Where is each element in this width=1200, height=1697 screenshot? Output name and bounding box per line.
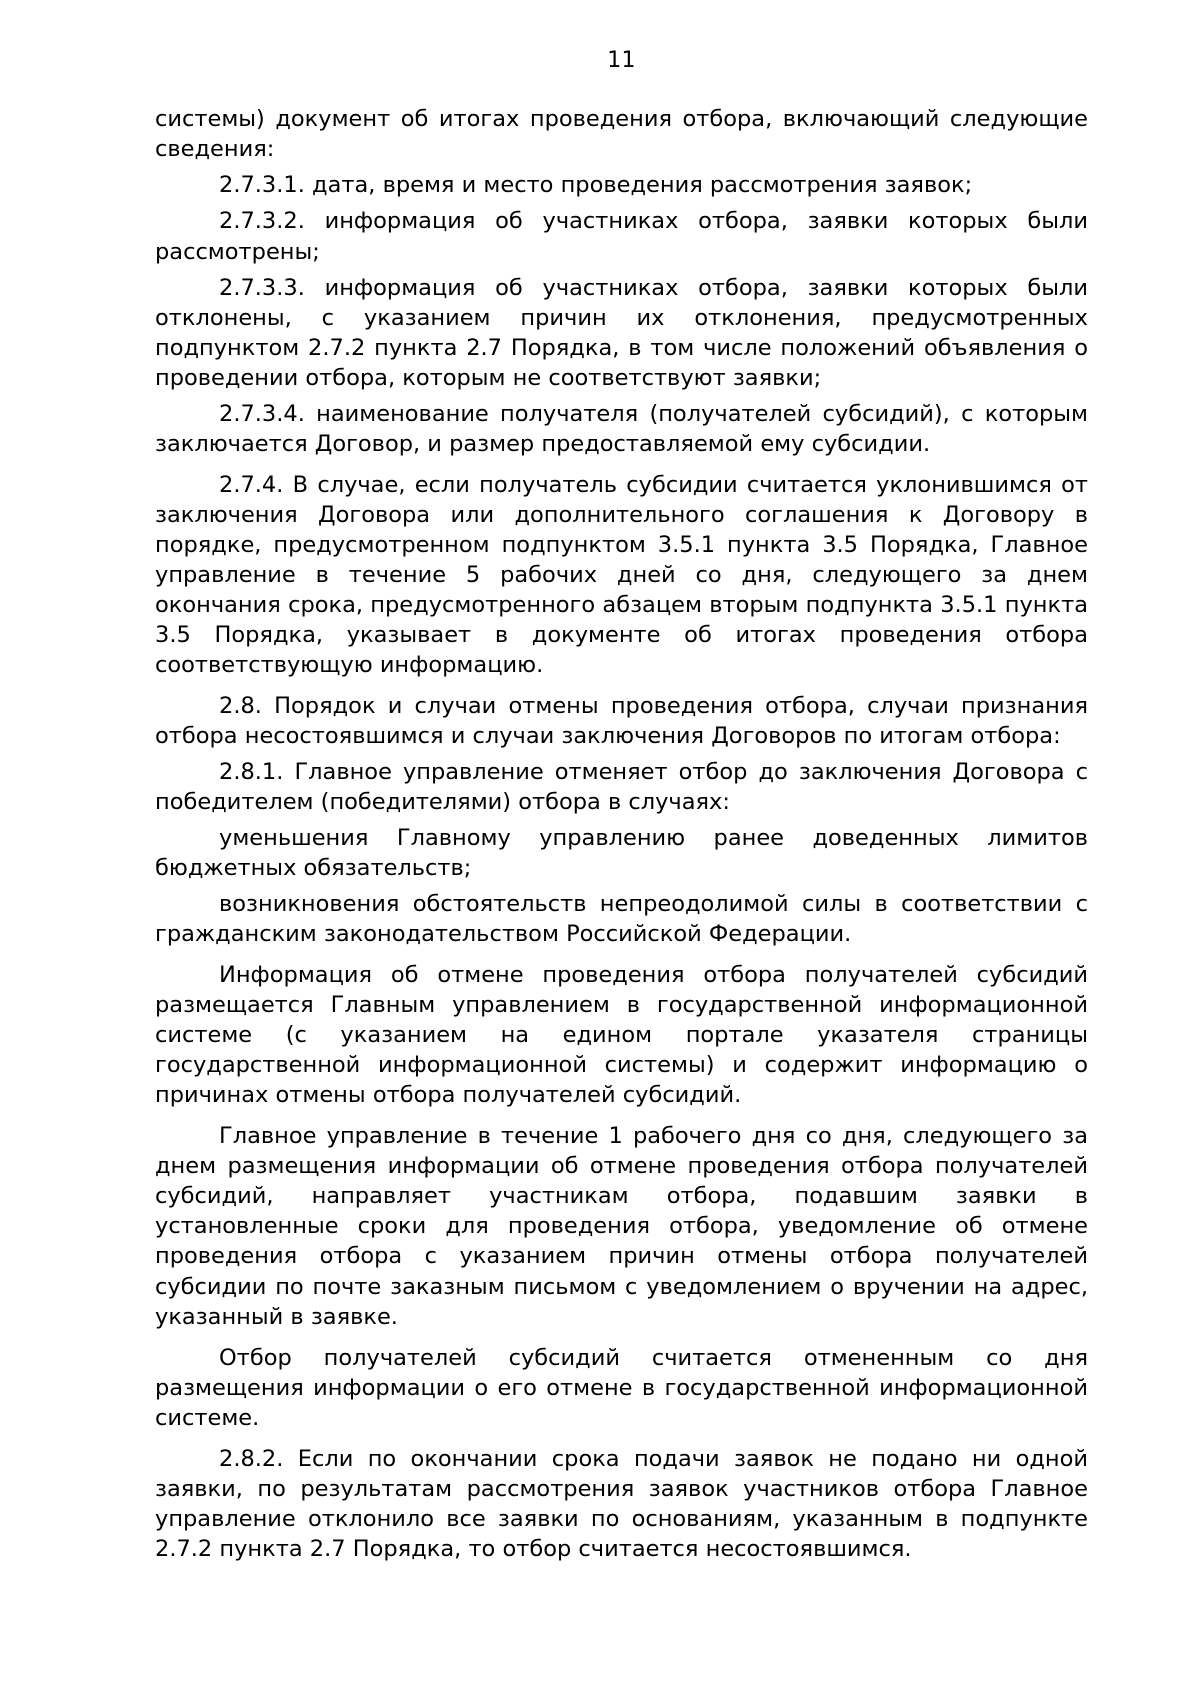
paragraph-one-day: Главное управление в течение 1 рабочего дня со дня, следующего за днем размещения информации об отмене проведения отбора получателей субсидий, направляет участникам отбора, подавшим заявки в установленные сроки для проведения отбора, уведомление об отмене проведения отбора с указанием причин отмены отбора получателей субсидии по почте заказным письмом с уведомлением о вручении на адрес, указанный в заявке. <box>155 1123 1088 1330</box>
paragraph-2-8-2: 2.8.2. Если по окончании срока подачи заявок не подано ни одной заявки, по результатам рассмотрения заявок участников отбора Главное управление отклонило все заявки по основаниям, указанным в подпункте 2.7.2 пункта 2.7 Порядка, то отбор считается несостоявшимся. <box>155 1445 1088 1562</box>
document-body <box>155 104 1088 1563</box>
page-number: 11 <box>607 48 636 73</box>
paragraph-2-8-1: 2.8.1. Главное управление отменяет отбор до заключения Договора с победителем (победителями) отбора в случаях: <box>155 759 1088 816</box>
paragraph-2-8: 2.8. Порядок и случаи отмены проведения отбора, случаи признания отбора несостоявшимся и случаи заключения Договоров по итогам отбора: <box>155 692 1088 749</box>
paragraph-continuation: системы) документ об итогах проведения отбора, включающий следующие сведения: <box>155 106 1088 163</box>
paragraph-cancel-from-date: Отбор получателей субсидий считается отмененным со дня размещения информации о его отмене в государственной информационной системе. <box>155 1344 1088 1431</box>
paragraph-2-7-4: 2.7.4. В случае, если получатель субсидии считается уклонившимся от заключения Договора или дополнительного соглашения к Договору в порядке, предусмотренном подпунктом 3.5.1 пункта 3.5 Порядка, Главное управление в течение 5 рабочих дней со дня, следующего за днем окончания срока, предусмотренного абзацем вторым подпункта 3.5.1 пункта 3.5 Порядка, указывает в документе об итогах проведения отбора соответствующую информацию. <box>155 471 1088 678</box>
paragraph-2-7-3-4: 2.7.3.4. наименование получателя (получателей субсидий), с которым заключается Договор, и размер предоставляемой ему субсидии. <box>155 400 1088 457</box>
paragraph-2-7-3-2: 2.7.3.2. информация об участниках отбора, заявки которых были рассмотрены; <box>155 208 1088 265</box>
paragraph-force-majeure: возникновения обстоятельств непреодолимой силы в соответствии с гражданским законодательством Российской Федерации. <box>155 891 1088 948</box>
paragraph-2-7-3-3: 2.7.3.3. информация об участниках отбора, заявки которых были отклонены, с указанием причин их отклонения, предусмотренных подпунктом 2.7.2 пункта 2.7 Порядка, в том числе положений объявления о проведении отбора, которым не соответствуют заявки; <box>155 274 1088 391</box>
paragraph-limits: уменьшения Главному управлению ранее доведенных лимитов бюджетных обязательств; <box>155 825 1088 882</box>
paragraph-2-7-3-1: 2.7.3.1. дата, время и место проведения рассмотрения заявок; <box>219 172 973 199</box>
paragraph-info-cancel: Информация об отмене проведения отбора получателей субсидий размещается Главным управлением в государственной информационной системе (с указанием на едином портале указателя страницы государственной информационной системы) и содержит информацию о причинах отмены отбора получателей субсидий. <box>155 962 1088 1109</box>
